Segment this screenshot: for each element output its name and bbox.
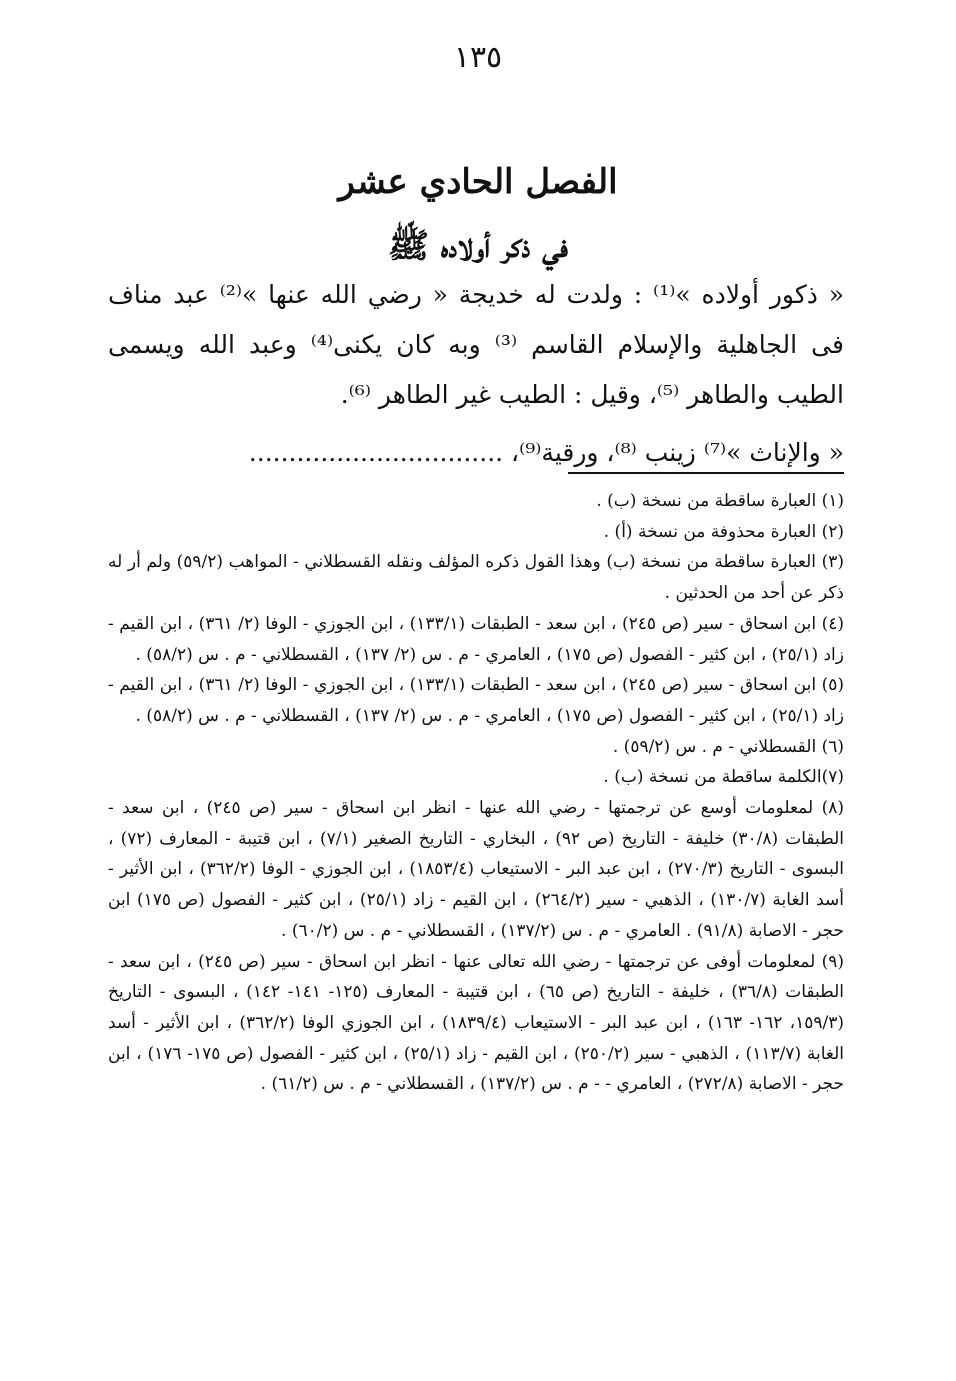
paragraph-male-children: « ذكور أولاده »⁽¹⁾ : ولدت له خديجة « رضي الله عنها »⁽²⁾ عبد مناف فى الجاهلية والإسلام القاسم ⁽³⁾ وبه كان يكنى⁽⁴⁾ وعبد الله ويسمى الطيب والطاهر ⁽⁵⁾، وقيل : الطيب غير الطاهر ⁽⁶⁾. [108, 280, 844, 409]
footnote-4: (٤) ابن اسحاق - سير (ص ٢٤٥) ، ابن سعد - الطبقات (١٣٣/١) ، ابن الجوزي - الوفا (٢/ ٣٦١) ، ابن القيم - زاد (٢٥/١) ، ابن كثير - الفصول (ص ١٧٥) ، العامري - م . س (٢/ ١٣٧) ، القسطلاني - م . س (٥٨/٢) . [108, 613, 844, 665]
page-number: ١٣٥ [453, 40, 503, 75]
chapter-title [0, 150, 956, 278]
footnote-3: (٣) العبارة ساقطة من نسخة (ب) وهذا القول ذكره المؤلف ونقله القسطلاني - المواهب (٥٩/٢) ولم أر له ذكر عن أحد من الحدثين . [108, 552, 844, 604]
footnote-1: (١) العبارة ساقطة من نسخة (ب) . [596, 491, 844, 511]
chapter-subheading: في ذكر أولاده ﷺ [387, 226, 568, 266]
chapter-heading: الفصل الحادي عشر [338, 162, 618, 202]
paragraph-female-children [108, 428, 844, 478]
main-text [108, 270, 844, 478]
footnote-9: (٩) لمعلومات أوفى عن ترجمتها - رضي الله تعالى عنها - انظر ابن اسحاق - سير (ص ٢٤٥) ، ابن سعد - الطبقات (٣٦/٨) ، خليفة - التاريخ (ص ٦٥) ، ابن قتيبة - المعارف (١٢٥- ١٤١- ١٤٢) ، البسوى - التاريخ (١٥٩/٣، ١٦٢- ١٦٣) ، ابن عبد البر - الاستيعاب (١٨٣٩/٤) ، ابن الجوزي الوفا (٣٦٢/٢) ، ابن الأثير - أسد الغابة (١١٣/٧) ، الذهبي - سير (٢٥٠/٢) ، ابن القيم - زاد (٢٥/١) ، ابن كثير - الفصول (ص ١٧٥- ١٧٦) ، ابن حجر - الاصابة (٢٧٢/٨) ، العامري - - م . س (١٣٧/٢) ، القسطلاني - م . س (٦١/٢) . [108, 951, 845, 1095]
footnote-8: (٨) لمعلومات أوسع عن ترجمتها - رضي الله عنها - انظر ابن اسحاق - سير (ص ٢٤٥) ، ابن سعد - الطبقات (٣٠/٨) خليفة - التاريخ (ص ٩٢) ، البخاري - التاريخ الصغير (٧/١) ، ابن قتيبة - المعارف (٧٢) ، البسوى - التاريخ (٢٧٠/٣) ، ابن عبد البر - الاستيعاب (١٨٥٣/٤) ، ابن الجوزي - الوفا (٣٦٢/٢) ، ابن الأثير - أسد الغابة (١٣٠/٧) ، الذهبي - سير (٢٦٤/٢) ، ابن القيم - زاد (٢٥/١) ، ابن كثير - الفصول (ص ١٧٥) ابن حجر - الاصابة (٩١/٨) . العامري - م . س (١٣٧/٢) ، القسطلاني - م . س (٦٠/٢) . [108, 798, 845, 941]
footnote-6: (٦) القسطلاني - م . س (٥٩/٢) . [612, 736, 844, 757]
footnotes [108, 486, 844, 1100]
footnote-5: (٥) ابن اسحاق - سير (ص ٢٤٥) ، ابن سعد - الطبقات (١٣٣/١) ، ابن الجوزي - الوفا (٢/ ٣٦١) ، ابن القيم - زاد (٢٥/١) ، ابن كثير - الفصول (ص ١٧٥) ، العامري - م . س (٢/ ١٣٧) ، القسطلاني - م . س (٥٨/٢) . [108, 675, 844, 726]
footnote-divider [568, 472, 844, 474]
female-children-text: « والإناث »⁽⁷⁾ زينب ⁽⁸⁾، ورقية⁽⁹⁾، [503, 438, 844, 467]
footnote-7: (٧)الكلمة ساقطة من نسخة (ب) . [603, 767, 844, 788]
continuation-dots: ................................ [248, 438, 504, 467]
footnote-2: (٢) العبارة محذوفة من نسخة (أ) . [603, 521, 844, 542]
